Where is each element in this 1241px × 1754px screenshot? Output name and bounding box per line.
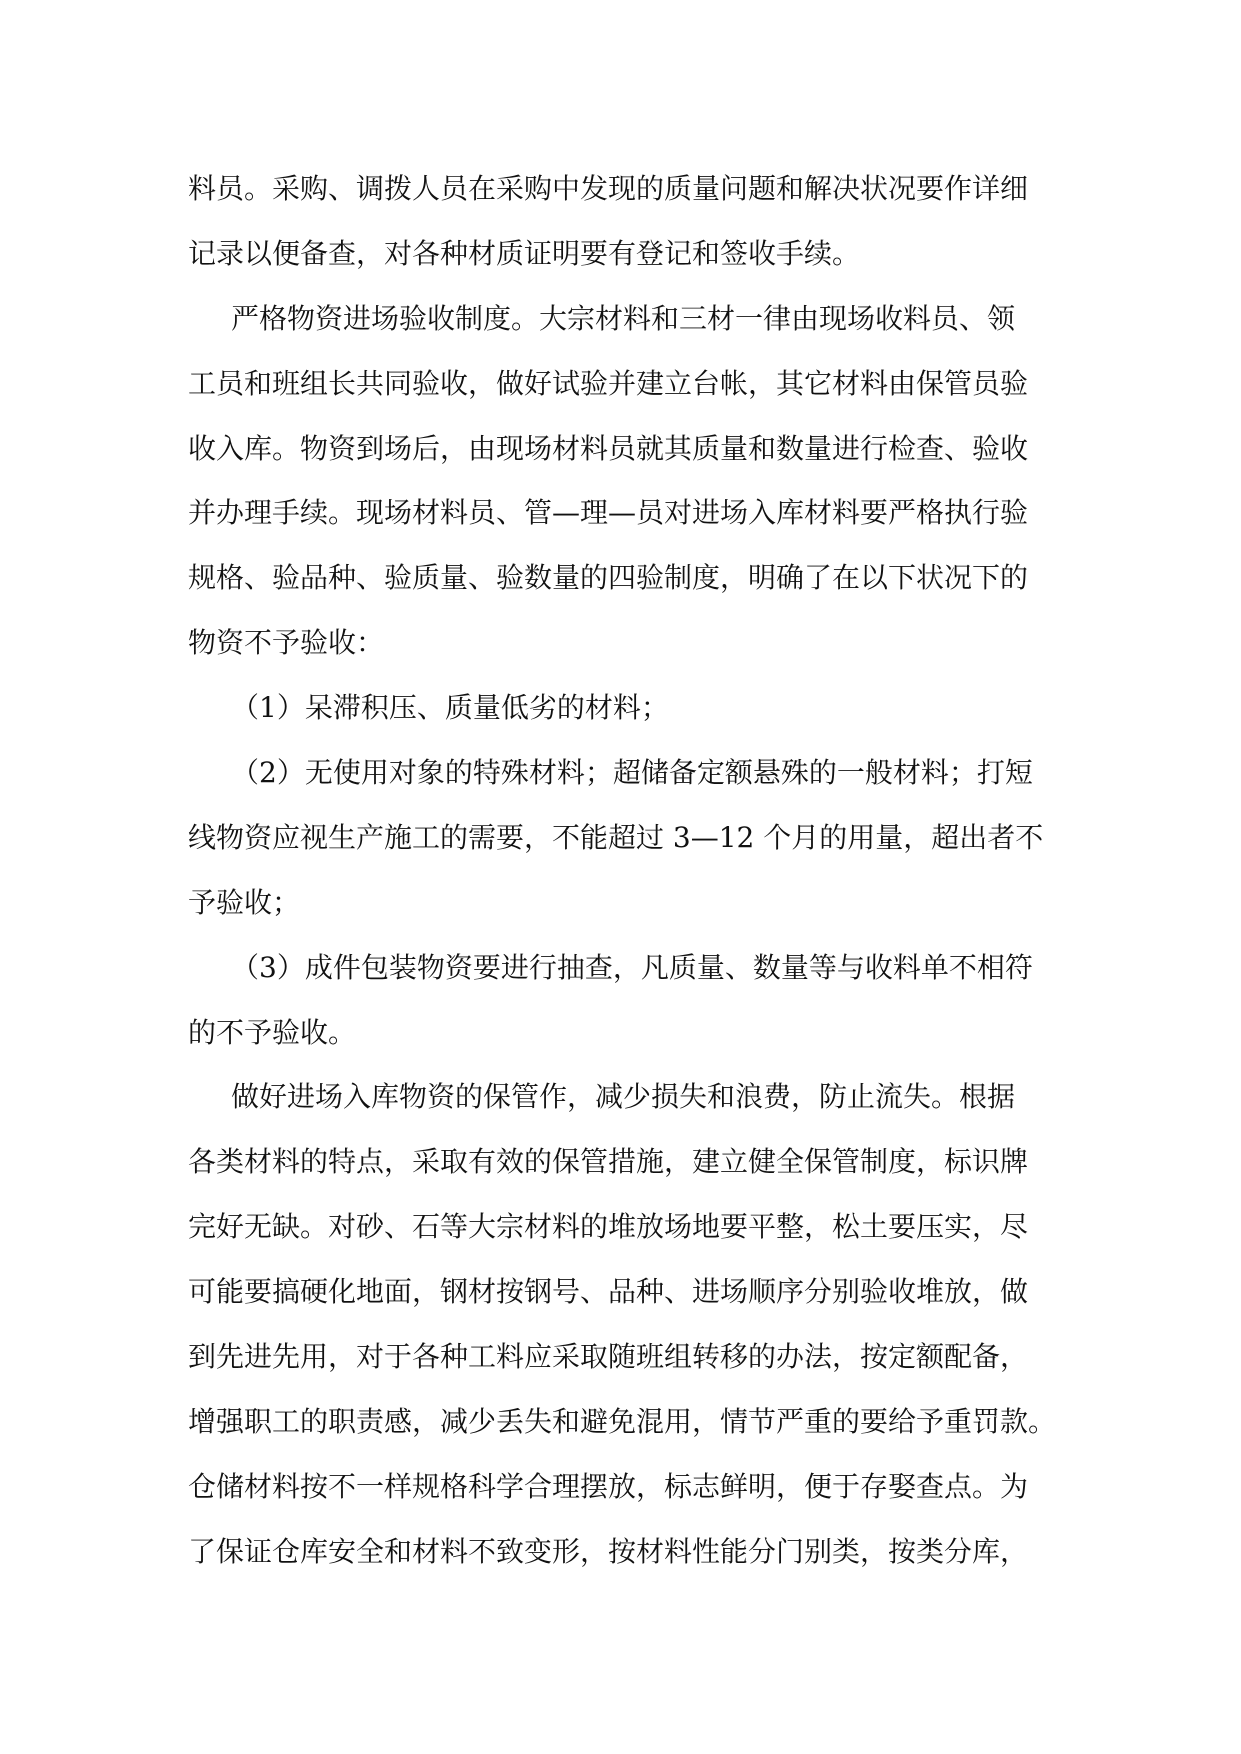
text-line: （3）成件包装物资要进行抽查，凡质量、数量等与收料单不相符 — [231, 950, 1033, 984]
text-line: 了保证仓库安全和材料不致变形，按材料性能分门别类，按类分库， — [188, 1534, 1029, 1568]
text-line: 完好无缺。对砂、石等大宗材料的堆放场地要平整，松土要压实，尽 — [188, 1210, 1029, 1244]
text-line: 做好进场入库物资的保管作，减少损失和浪费，防止流失。根据 — [231, 1080, 1016, 1114]
text-line: 的不予验收。 — [188, 1015, 357, 1049]
text-line: 仓储材料按不一样规格科学合理摆放，标志鲜明，便于存娶查点。为 — [188, 1469, 1029, 1503]
body-text — [188, 157, 1068, 1585]
text-line: 线物资应视生产施工的需要，不能超过 3—12 个月的用量，超出者不 — [188, 820, 1044, 854]
text-line: 到先进先用，对于各种工料应采取随班组转移的办法，按定额配备， — [188, 1340, 1029, 1374]
text-line: （1）呆滞积压、质量低劣的材料； — [231, 691, 669, 725]
text-line: 严格物资进场验收制度。大宗材料和三材一律由现场收料员、领 — [231, 301, 1016, 335]
text-line: （2）无使用对象的特殊材料；超储备定额悬殊的一般材料；打短 — [231, 756, 1033, 790]
text-line: 各类材料的特点，采取有效的保管措施，建立健全保管制度，标识牌 — [188, 1145, 1029, 1179]
text-line: 记录以便备查，对各种材质证明要有登记和签收手续。 — [188, 236, 861, 270]
text-line: 可能要搞硬化地面，钢材按钢号、品种、进场顺序分别验收堆放，做 — [188, 1275, 1029, 1309]
text-line: 并办理手续。现场材料员、管—理—员对进场入库材料要严格执行验 — [188, 496, 1029, 530]
text-line: 增强职工的职责感，减少丢失和避免混用，情节严重的要给予重罚款。 — [188, 1404, 1057, 1438]
text-line: 工员和班组长共同验收，做好试验并建立台帐，其它材料由保管员验 — [188, 366, 1029, 400]
text-line: 收入库。物资到场后，由现场材料员就其质量和数量进行检查、验收 — [188, 431, 1029, 465]
text-line: 物资不予验收： — [188, 626, 385, 660]
text-line: 料员。采购、调拨人员在采购中发现的质量问题和解决状况要作详细 — [188, 172, 1029, 205]
text-line: 予验收； — [188, 885, 301, 919]
text-line: 规格、验品种、验质量、验数量的四验制度，明确了在以下状况下的 — [188, 561, 1029, 595]
